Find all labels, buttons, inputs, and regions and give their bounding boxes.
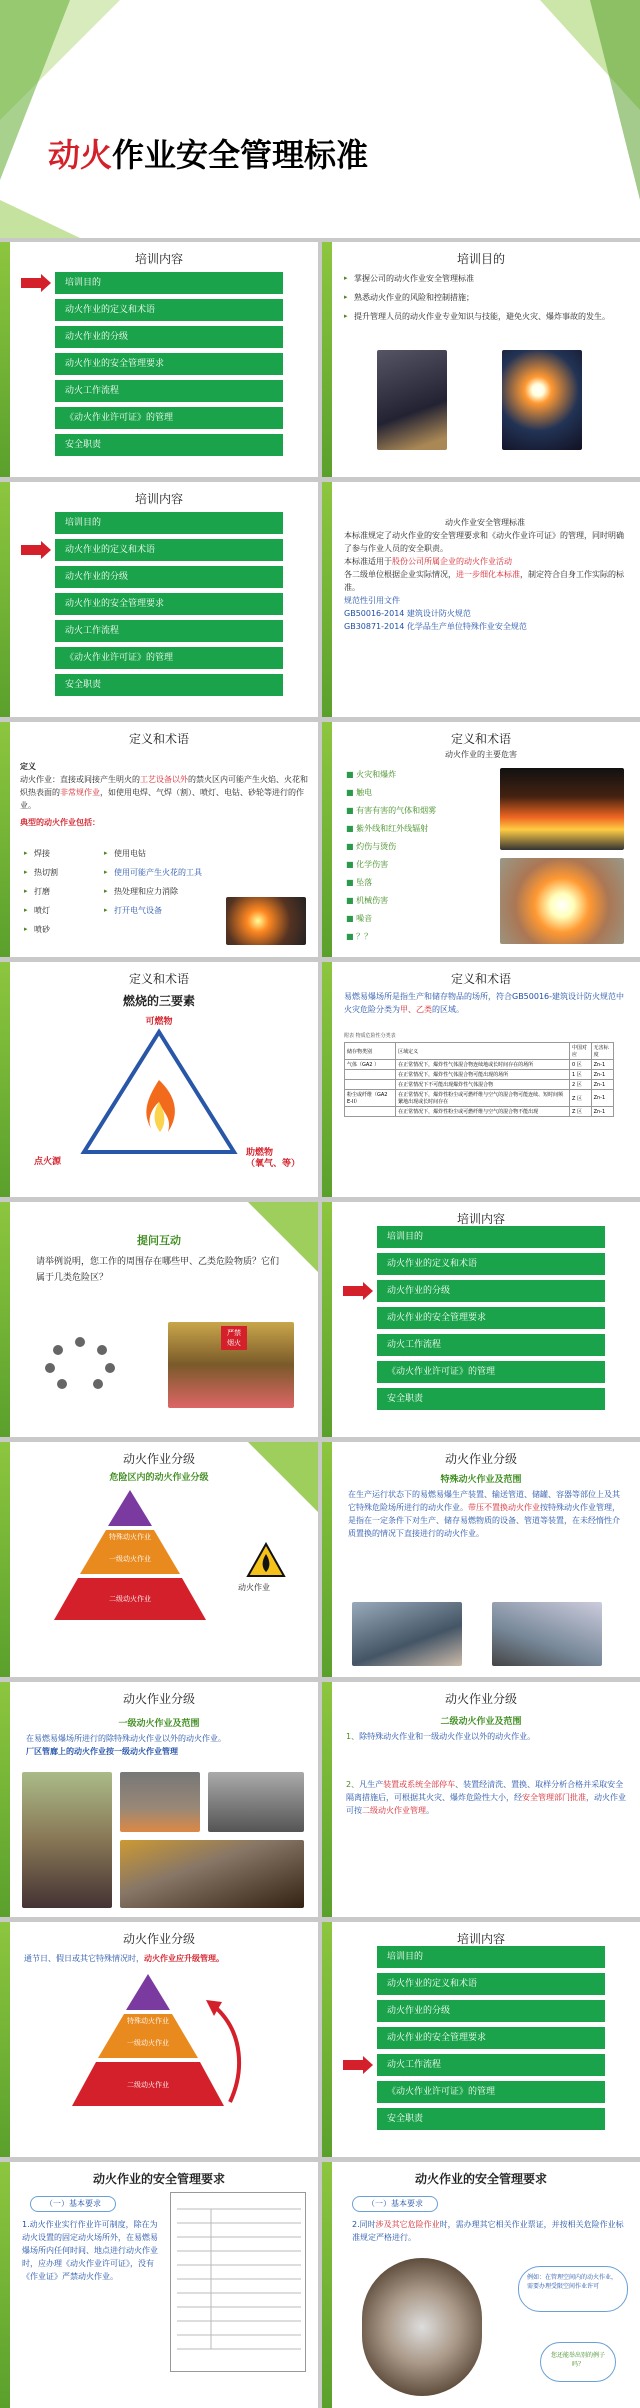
slide-title: 培训内容 bbox=[134, 492, 183, 506]
zone-slide bbox=[322, 962, 640, 1197]
text-span: 凡生产 bbox=[359, 1780, 384, 1789]
typical-item: ▸ 使用电钻 bbox=[104, 844, 234, 863]
welder-photo bbox=[377, 350, 447, 450]
side-stripe bbox=[322, 482, 332, 717]
outline-item[interactable]: 《动火作业许可证》的管理 bbox=[55, 407, 283, 429]
text-span: 易燃易爆场所 bbox=[344, 992, 392, 1001]
hazards-subtitle: 动火作业的主要危害 bbox=[445, 750, 517, 759]
table-cell: 在正常情况下，爆炸性粉尘或可燃纤维与空气的混合物可能连续、短时间频繁地出现或长时间存在 bbox=[396, 1090, 570, 1107]
example-bubble: 例如：在管理空间内的动火作业，需要办理受限空间作业许可 bbox=[518, 2266, 628, 2312]
section-pill: （一）基本要求 bbox=[30, 2196, 116, 2212]
pyramid-level: 一级动火作业 bbox=[127, 2039, 169, 2047]
outline-item[interactable]: 动火作业的安全管理要求 bbox=[377, 2027, 605, 2049]
slide-title: 培训内容 bbox=[134, 252, 183, 266]
hazard-list bbox=[346, 766, 466, 946]
outline-item[interactable]: 培训目的 bbox=[377, 1226, 605, 1248]
text-span-red: 非常规作业 bbox=[60, 788, 100, 797]
question-bubble: 您还能举出别的例子吗？ bbox=[540, 2342, 616, 2382]
outline-item[interactable]: 动火作业的分级 bbox=[377, 2000, 605, 2022]
text-span: 时，需办理其它相关作业票证，并按相关危险作业标准规定严格进行。 bbox=[352, 2220, 624, 2242]
slide-title: 培训内容 bbox=[456, 1212, 505, 1226]
hazard-item: ■ 坠落 bbox=[346, 874, 466, 892]
text-span: 的禁火区内可能产生火焰、火花和炽热表面的 bbox=[20, 775, 308, 797]
facility-photo bbox=[208, 1772, 304, 1832]
slide-title: 动火作业的安全管理要求 bbox=[92, 2172, 225, 2186]
standard-heading: 动火作业安全管理标准 bbox=[445, 518, 525, 527]
outline-item[interactable]: 安全职责 bbox=[377, 1388, 605, 1410]
table-cell: 气体（GA2 ） bbox=[345, 1060, 396, 1070]
people-circle-graphic bbox=[30, 1332, 130, 1392]
typical-item: ▸ 使用可能产生火花的工具 bbox=[104, 863, 234, 882]
outline-menu bbox=[377, 1946, 605, 2135]
text-span: 按特殊动火作业管理，是指在一定条件下对生产、储存易燃物质的设备、管道等装置，在未经惰性介质置换的情况下直接进行的动火作业。 bbox=[348, 1503, 620, 1538]
standard-para2 bbox=[344, 555, 626, 568]
text-span: 本标准适用于 bbox=[344, 557, 392, 566]
text-span: 2.同时 bbox=[352, 2220, 376, 2229]
table-cell: 2 区 bbox=[569, 1080, 591, 1090]
purpose-bullets bbox=[344, 272, 624, 323]
slide-title: 动火作业的安全管理要求 bbox=[414, 2172, 547, 2186]
cover-decoration bbox=[0, 0, 640, 238]
section-pill: （一）基本要求 bbox=[352, 2196, 438, 2212]
standard-body bbox=[344, 516, 626, 633]
first-text: 在易燃易爆场所进行的除特殊动火作业以外的动火作业。 bbox=[26, 1734, 226, 1743]
slide-title: 动火作业分级 bbox=[122, 1932, 195, 1946]
outline-item[interactable]: 动火作业的定义和术语 bbox=[377, 1973, 605, 1995]
typical-item: ▸ 打开电气设备 bbox=[104, 901, 234, 920]
interact-slide bbox=[0, 1202, 318, 1437]
table-cell: 0 区 bbox=[569, 1060, 591, 1070]
text-span: 各二级单位根据企业实际情况， bbox=[344, 570, 456, 579]
slide-title: 定义和术语 bbox=[128, 732, 189, 746]
standard-para1: 本标准规定了动火作业的安全管理要求和《动火作业许可证》的管理，同时明确了参与作业人员的安全职责。 bbox=[344, 531, 624, 553]
table-cell: 1 区 bbox=[569, 1070, 591, 1080]
slide-title: 动火作业分级 bbox=[122, 1452, 195, 1466]
grade-subtitle: 一级动火作业及范围 bbox=[118, 1719, 200, 1729]
purpose-slide bbox=[322, 242, 640, 477]
cover-title-red: 动火 bbox=[48, 136, 113, 174]
typical-item: ▸ 热处理和应力消除 bbox=[104, 882, 234, 901]
welding-sparks-photo bbox=[502, 350, 582, 450]
grade-special-slide bbox=[322, 1442, 640, 1677]
outline-item[interactable]: 动火作业的安全管理要求 bbox=[55, 593, 283, 615]
outline-slide-3 bbox=[322, 1202, 640, 1437]
side-stripe bbox=[0, 722, 10, 957]
slide-title: 动火作业分级 bbox=[444, 1452, 517, 1466]
outline-item[interactable]: 动火作业的定义和术语 bbox=[55, 299, 283, 321]
interact-question: 请举例说明，您工作的周围存在哪些甲、乙类危险物质？它们属于几类危险区？ bbox=[36, 1257, 280, 1283]
hazard-item: ■ 噪音 bbox=[346, 910, 466, 928]
slide-title: 定义和术语 bbox=[128, 972, 189, 986]
hazards-slide bbox=[322, 722, 640, 957]
outline-item[interactable]: 动火工作流程 bbox=[55, 620, 283, 642]
definition-head: 定义 bbox=[20, 762, 36, 771]
outline-item[interactable]: 《动火作业许可证》的管理 bbox=[377, 2081, 605, 2103]
text-span-red: 工艺设备以外 bbox=[140, 775, 188, 784]
grade-upgrade-slide bbox=[0, 1922, 318, 2157]
text-span: 是指生产和储存物品的场所，符合GB50016-建筑设计防火规范中火灾危险分类为 bbox=[344, 992, 625, 1014]
hazard-item: ■ 紫外线和红外线辐射 bbox=[346, 820, 466, 838]
side-stripe bbox=[322, 242, 332, 477]
outline-slide-1 bbox=[0, 242, 318, 477]
outline-item[interactable]: 动火作业的安全管理要求 bbox=[377, 1307, 605, 1329]
slide-title: 动火作业分级 bbox=[122, 1692, 195, 1706]
text-span: ，动火作业可按 bbox=[346, 1793, 626, 1815]
outline-menu bbox=[377, 1226, 605, 1415]
purpose-bullet: ▸ 掌握公司的动火作业安全管理标准 bbox=[344, 272, 624, 285]
outline-slide-4 bbox=[322, 1922, 640, 2157]
text-span: 、装置经清洗、置换、取样分析合格并采取安全隔离措施后，可根据其火灾、爆炸危险性大小，经 bbox=[346, 1780, 624, 1802]
hazard-item: ■ 火灾和爆炸 bbox=[346, 766, 466, 784]
zone-text bbox=[344, 990, 628, 1016]
typical-item: ▸ 焊接 bbox=[24, 844, 104, 863]
text-span-red: 安全管理部门批准 bbox=[522, 1793, 586, 1802]
grade-second-slide bbox=[322, 1682, 640, 1917]
hazard-item: ■ ？？ bbox=[346, 928, 466, 946]
pyramid-level: 特殊动火作业 bbox=[127, 2017, 169, 2025]
text-span-red: 甲、乙类 bbox=[400, 1005, 432, 1014]
side-stripe bbox=[322, 1202, 332, 1437]
table-cell: Zn-1 bbox=[591, 1080, 613, 1090]
slide-title: 培训内容 bbox=[456, 1932, 505, 1946]
text-span-red: 动火作业应升级管理。 bbox=[144, 1954, 224, 1963]
grade-subtitle: 二级动火作业及范围 bbox=[440, 1717, 522, 1727]
text-span-red: 装置或系统全部停车 bbox=[383, 1780, 456, 1789]
outline-item[interactable]: 动火作业的分级 bbox=[55, 326, 283, 348]
tank-photo bbox=[492, 1602, 602, 1666]
req-slide-1 bbox=[0, 2162, 318, 2408]
fuel-label: 可燃物 bbox=[145, 1017, 173, 1027]
text-span: 。 bbox=[426, 1806, 434, 1815]
definition-body bbox=[20, 760, 310, 829]
text-span: 的区域。 bbox=[432, 1005, 464, 1014]
outline-item[interactable]: 安全职责 bbox=[55, 674, 283, 696]
outline-item[interactable]: 安全职责 bbox=[377, 2108, 605, 2130]
worksite-photo bbox=[22, 1772, 112, 1908]
req2-text bbox=[352, 2218, 628, 2244]
table-cell bbox=[345, 1080, 396, 1090]
side-stripe bbox=[322, 1922, 332, 2157]
flame-warning-icon bbox=[246, 1542, 286, 1578]
fire-photo bbox=[500, 768, 624, 850]
ref-item: GB30871-2014 化学品生产单位特殊作业安全规范 bbox=[344, 622, 527, 631]
text-span-red: 带压不置换动火作业 bbox=[468, 1503, 540, 1512]
hazard-item: ■ 触电 bbox=[346, 784, 466, 802]
table-cell: Zn-1 bbox=[591, 1060, 613, 1070]
pyramid-level: 特殊动火作业 bbox=[109, 1533, 151, 1541]
typical-item: ▸ 喷灯 bbox=[24, 901, 104, 920]
outline-item[interactable]: 培训目的 bbox=[55, 512, 283, 534]
outline-item[interactable]: 《动火作业许可证》的管理 bbox=[377, 1361, 605, 1383]
ref-label: 规范性引用文件 bbox=[344, 596, 400, 605]
text-span: ，如使用电焊、气焊（割）、喷灯、电钻、砂轮等进行的作业。 bbox=[20, 788, 304, 810]
table-cell: Z 区 bbox=[569, 1107, 591, 1117]
table-cell: Zn-1 bbox=[591, 1090, 613, 1107]
cover-title bbox=[48, 130, 368, 176]
grade-first-slide bbox=[0, 1682, 318, 1917]
standard-slide bbox=[322, 482, 640, 717]
table-cell: Zn-1 bbox=[591, 1070, 613, 1080]
grade-subtitle: 特殊动火作业及范围 bbox=[440, 1475, 522, 1485]
typical-right-list bbox=[104, 844, 234, 920]
table-cell bbox=[345, 1107, 396, 1117]
grade-slide-1 bbox=[0, 1442, 318, 1677]
outline-menu bbox=[55, 512, 283, 701]
text-span-red: 进一步细化本标准 bbox=[456, 570, 520, 579]
pyramid-level: 二级动火作业 bbox=[109, 1595, 151, 1603]
explosion-photo bbox=[500, 858, 624, 944]
icon-label: 动火作业 bbox=[238, 1583, 270, 1592]
table-cell bbox=[345, 1070, 396, 1080]
text-span: 除特殊动火作业和一级动火作业以外的动火作业。 bbox=[359, 1732, 536, 1741]
hazard-item: ■ 化学伤害 bbox=[346, 856, 466, 874]
req1-text: 1.动火作业实行作业许可制度，除在为动火设置的固定动火场所外，在易燃易爆场所内任何时间、地点进行动火作业时，应办理《动火作业许可证》，没有《作业证》严禁动火作业。 bbox=[22, 2220, 158, 2281]
pyramid-level: 一级动火作业 bbox=[109, 1555, 151, 1563]
pipeline-photo bbox=[352, 1602, 462, 1666]
table-cell: 无害标度 bbox=[591, 1043, 613, 1060]
special-text bbox=[348, 1488, 624, 1540]
side-stripe bbox=[0, 2162, 10, 2408]
permit-form-image bbox=[170, 2192, 306, 2372]
hazard-item: ■ 机械伤害 bbox=[346, 892, 466, 910]
definition-text bbox=[20, 773, 310, 812]
outline-item[interactable]: 动火工作流程 bbox=[55, 380, 283, 402]
text-span-red: 二级动火作业管理 bbox=[362, 1806, 426, 1815]
outline-item[interactable]: 培训目的 bbox=[55, 272, 283, 294]
typical-item: ▸ 打磨 bbox=[24, 882, 104, 901]
outline-item[interactable]: 动火作业的安全管理要求 bbox=[55, 353, 283, 375]
outline-item[interactable]: 《动火作业许可证》的管理 bbox=[55, 647, 283, 669]
typical-item: ▸ 热切割 bbox=[24, 863, 104, 882]
outline-item[interactable]: 动火作业的分级 bbox=[377, 1280, 605, 1302]
purpose-bullet: ▸ 提升管理人员的动火作业专业知识与技能，避免火灾、爆炸事故的发生。 bbox=[344, 310, 624, 323]
slide-title: 定义和术语 bbox=[450, 972, 511, 986]
confined-space-photo bbox=[362, 2258, 482, 2396]
req-slide-2 bbox=[322, 2162, 640, 2408]
slide-title: 定义和术语 bbox=[450, 732, 511, 746]
table-cell: Z 区 bbox=[569, 1090, 591, 1107]
ref-item: GB50016-2014 建筑设计防火规范 bbox=[344, 609, 471, 618]
table-cell: 在正常情况下，爆炸性气体混合物连续地或长时间存在的场所 bbox=[396, 1060, 570, 1070]
cover-slide bbox=[0, 0, 640, 238]
second-item-1 bbox=[346, 1730, 626, 1743]
text-span: 动火作业：直接或间接产生明火的 bbox=[20, 775, 140, 784]
first-text-2: 厂区管廊上的动火作业按一级动火作业管理 bbox=[26, 1747, 178, 1756]
zone-table bbox=[344, 1042, 614, 1117]
typical-left-list bbox=[24, 844, 104, 939]
interact-title: 提问互动 bbox=[137, 1234, 181, 1247]
cover-title-black: 作业安全管理标准 bbox=[112, 136, 369, 174]
text-span-red: 股份公司所属企业的动火作业活动 bbox=[392, 557, 512, 566]
text-span-red: 涉及其它危险作业 bbox=[375, 2220, 440, 2229]
hazard-item: ■ 有害有害的气体和烟雾 bbox=[346, 802, 466, 820]
hazard-item: ■ 灼伤与烫伤 bbox=[346, 838, 466, 856]
text-span: 在生产运行状态下的易燃易爆生产装置、输送管道、储罐、容器等部位上及其它特殊危险场所进行的动火作业。 bbox=[348, 1490, 620, 1512]
typical-head: 典型的动火作业包括： bbox=[20, 818, 100, 827]
table-cell: 粉尘或纤维（GA2 E-II） bbox=[345, 1090, 396, 1107]
side-stripe bbox=[322, 962, 332, 1197]
standard-para3 bbox=[344, 568, 626, 594]
no-fire-sign: 严禁 烟火 bbox=[221, 1326, 247, 1350]
bullet-number: 1、 bbox=[346, 1732, 360, 1741]
table-cell: 中国对应 bbox=[569, 1043, 591, 1060]
oxidizer-label: 助燃物 （氧气、等） bbox=[246, 1148, 301, 1169]
triangle-slide bbox=[0, 962, 318, 1197]
welding-photo bbox=[120, 1772, 200, 1832]
table-cell: 在正常情况下不可能出现爆炸性气体混合物 bbox=[396, 1080, 570, 1090]
outline-item[interactable]: 动火工作流程 bbox=[377, 1334, 605, 1356]
grinding-photo bbox=[226, 897, 306, 945]
side-stripe bbox=[0, 242, 10, 477]
grade-subtitle: 危险区内的动火作业分级 bbox=[109, 1473, 209, 1483]
purpose-bullet: ▸ 熟悉动火作业的风险和控制措施； bbox=[344, 291, 624, 304]
outline-menu bbox=[55, 272, 283, 461]
outline-item[interactable]: 动火作业的分级 bbox=[55, 566, 283, 588]
definition-slide bbox=[0, 722, 318, 957]
slide-title: 培训目的 bbox=[456, 252, 505, 266]
table-caption: 附表 物质危险性分类表 bbox=[344, 1033, 396, 1039]
text-span: 通节日、假日或其它特殊情况时， bbox=[24, 1954, 144, 1963]
typical-item: ▸ 喷砂 bbox=[24, 920, 104, 939]
table-cell: 在正常情况下，爆炸性粉尘或可燃纤维与空气的混合物不能出现 bbox=[396, 1107, 570, 1117]
machinery-photo bbox=[120, 1840, 304, 1908]
side-stripe bbox=[322, 2162, 332, 2408]
table-cell: 储存物类别 bbox=[345, 1043, 396, 1060]
second-item-2 bbox=[346, 1778, 626, 1817]
outline-item[interactable]: 安全职责 bbox=[55, 434, 283, 456]
bullet-number: 2、 bbox=[346, 1780, 360, 1789]
ignition-label: 点火源 bbox=[34, 1157, 62, 1167]
table-cell: 区域定义 bbox=[396, 1043, 570, 1060]
side-stripe bbox=[0, 482, 10, 717]
text-span: ，制定符合自身工作实际的标准。 bbox=[344, 570, 624, 592]
table-cell: 在正常情况下，爆炸性气体混合物可能出现的场所 bbox=[396, 1070, 570, 1080]
slide-title: 动火作业分级 bbox=[444, 1692, 517, 1706]
outline-item[interactable]: 动火作业的定义和术语 bbox=[55, 539, 283, 561]
outline-slide-2 bbox=[0, 482, 318, 717]
outline-item[interactable]: 动火作业的定义和术语 bbox=[377, 1253, 605, 1275]
outline-item[interactable]: 培训目的 bbox=[377, 1946, 605, 1968]
table-cell: Zn-1 bbox=[591, 1107, 613, 1117]
outline-item[interactable]: 动火工作流程 bbox=[377, 2054, 605, 2076]
triangle-subtitle: 燃烧的三要素 bbox=[122, 994, 195, 1008]
pyramid-level: 二级动火作业 bbox=[127, 2081, 169, 2089]
permit-form-lines bbox=[171, 2193, 307, 2373]
